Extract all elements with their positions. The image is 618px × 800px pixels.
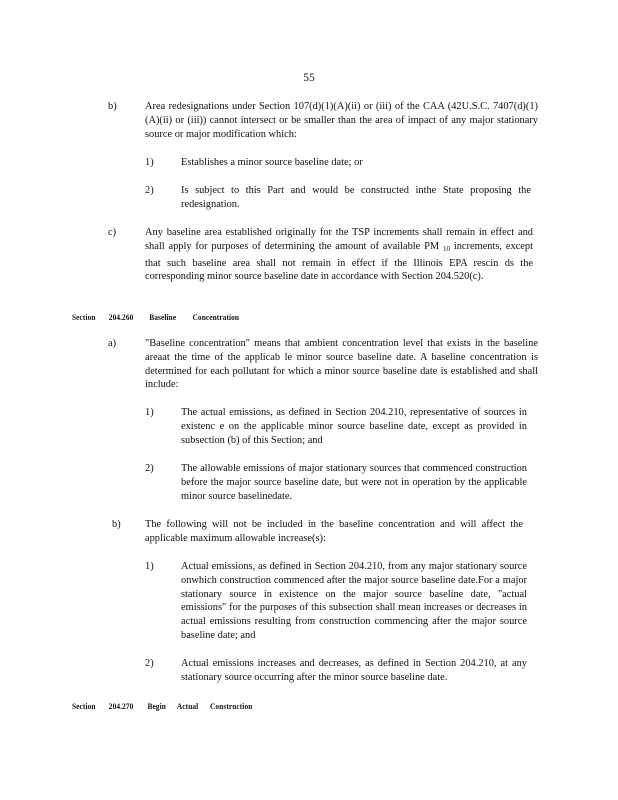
item-label-b2: 2) bbox=[145, 185, 154, 196]
section-title-word-3: Construction bbox=[210, 702, 253, 711]
section-word: Section bbox=[72, 313, 96, 322]
section-heading-204-260 bbox=[72, 313, 256, 325]
paragraph-a1: The actual emissions, as defined in Section 204.210, representative of sources in existenc e on the applicable minor source baseline date, except as provided in subsection (b) of this Section; and bbox=[181, 407, 527, 446]
section-number: 204.270 bbox=[108, 702, 134, 711]
pm10-subscript: 10 bbox=[443, 244, 450, 253]
paragraph-b1-actual-emissions: Actual emissions, as defined in Section 204.210, from any major stationary source onwhich construction commenced after the major source baseline date.For a major stationary source in existence on the major source baseline date, "actual emissions" for the purposes of this subsection shall mean increases or decreases in actual emissions resulting from construction commencing after the major source baseline date; and bbox=[181, 561, 527, 641]
page-number: 55 bbox=[303, 72, 315, 84]
section-word: Section bbox=[72, 702, 96, 711]
paragraph-a-baseline-concentration: "Baseline concentration" means that ambient concentration level that exists in the baseline areaat the time of the applicab le minor source baseline date. A baseline concentration is determined for each pollutant for which a minor source baseline date is established and shall include: bbox=[145, 338, 538, 391]
paragraph-b2-emission-changes: Actual emissions increases and decreases, as defined in Section 204.210, at any stationary source occurring after the minor source baseline date. bbox=[181, 658, 527, 683]
paragraph-b2: Is subject to this Part and would be constructed inthe State proposing the redesignation. bbox=[181, 185, 531, 210]
item-label-a: a) bbox=[108, 338, 117, 349]
item-label-a2: 2) bbox=[145, 463, 154, 474]
item-label-b2-second: 2) bbox=[145, 658, 154, 669]
item-label-b-second: b) bbox=[112, 519, 121, 530]
paragraph-b-not-included: The following will not be included in the baseline concentration and will affect the applicable maximum allowable increase(s): bbox=[145, 519, 523, 544]
section-title-word-2: Concentration bbox=[192, 313, 240, 322]
item-label-a1: 1) bbox=[145, 407, 154, 418]
paragraph-a2: The allowable emissions of major stationary sources that commenced construction before the major source baseline date, but were not in operation by the applicable minor source baselinedate. bbox=[181, 463, 527, 502]
section-heading-204-270 bbox=[72, 702, 256, 714]
section-number: 204.260 bbox=[108, 313, 134, 322]
item-label-b1: 1) bbox=[145, 157, 154, 168]
paragraph-c-text-2: increments, except that such baseline area shall not remain in effect if the Illinois EPA rescin ds the corresponding minor source baseline date in accordance with Section 204.520(c). bbox=[145, 240, 533, 283]
paragraph-c-baseline-area bbox=[145, 226, 533, 284]
section-title-word-1: Begin bbox=[147, 702, 166, 711]
paragraph-b-area-redesignations: Area redesignations under Section 107(d)(1)(A)(ii) or (iii) of the CAA (42U.S.C. 7407(d)(1)(A)(ii) or (iii)) cannot intersect or be smaller than the area of impact of any major stationary source or major modification which: bbox=[145, 101, 538, 140]
section-title-word-2: Actual bbox=[176, 702, 199, 711]
paragraph-b1: Establishes a minor source baseline date; or bbox=[181, 157, 363, 168]
section-title-word-1: Baseline bbox=[149, 313, 177, 322]
paragraph-c-text-1: Any baseline area established originally for the TSP increments shall remain in effect and shall apply for purposes of determining the amount of available PM bbox=[145, 227, 533, 252]
item-label-b1-second: 1) bbox=[145, 561, 154, 572]
item-label-b: b) bbox=[108, 101, 117, 112]
item-label-c: c) bbox=[108, 227, 117, 238]
